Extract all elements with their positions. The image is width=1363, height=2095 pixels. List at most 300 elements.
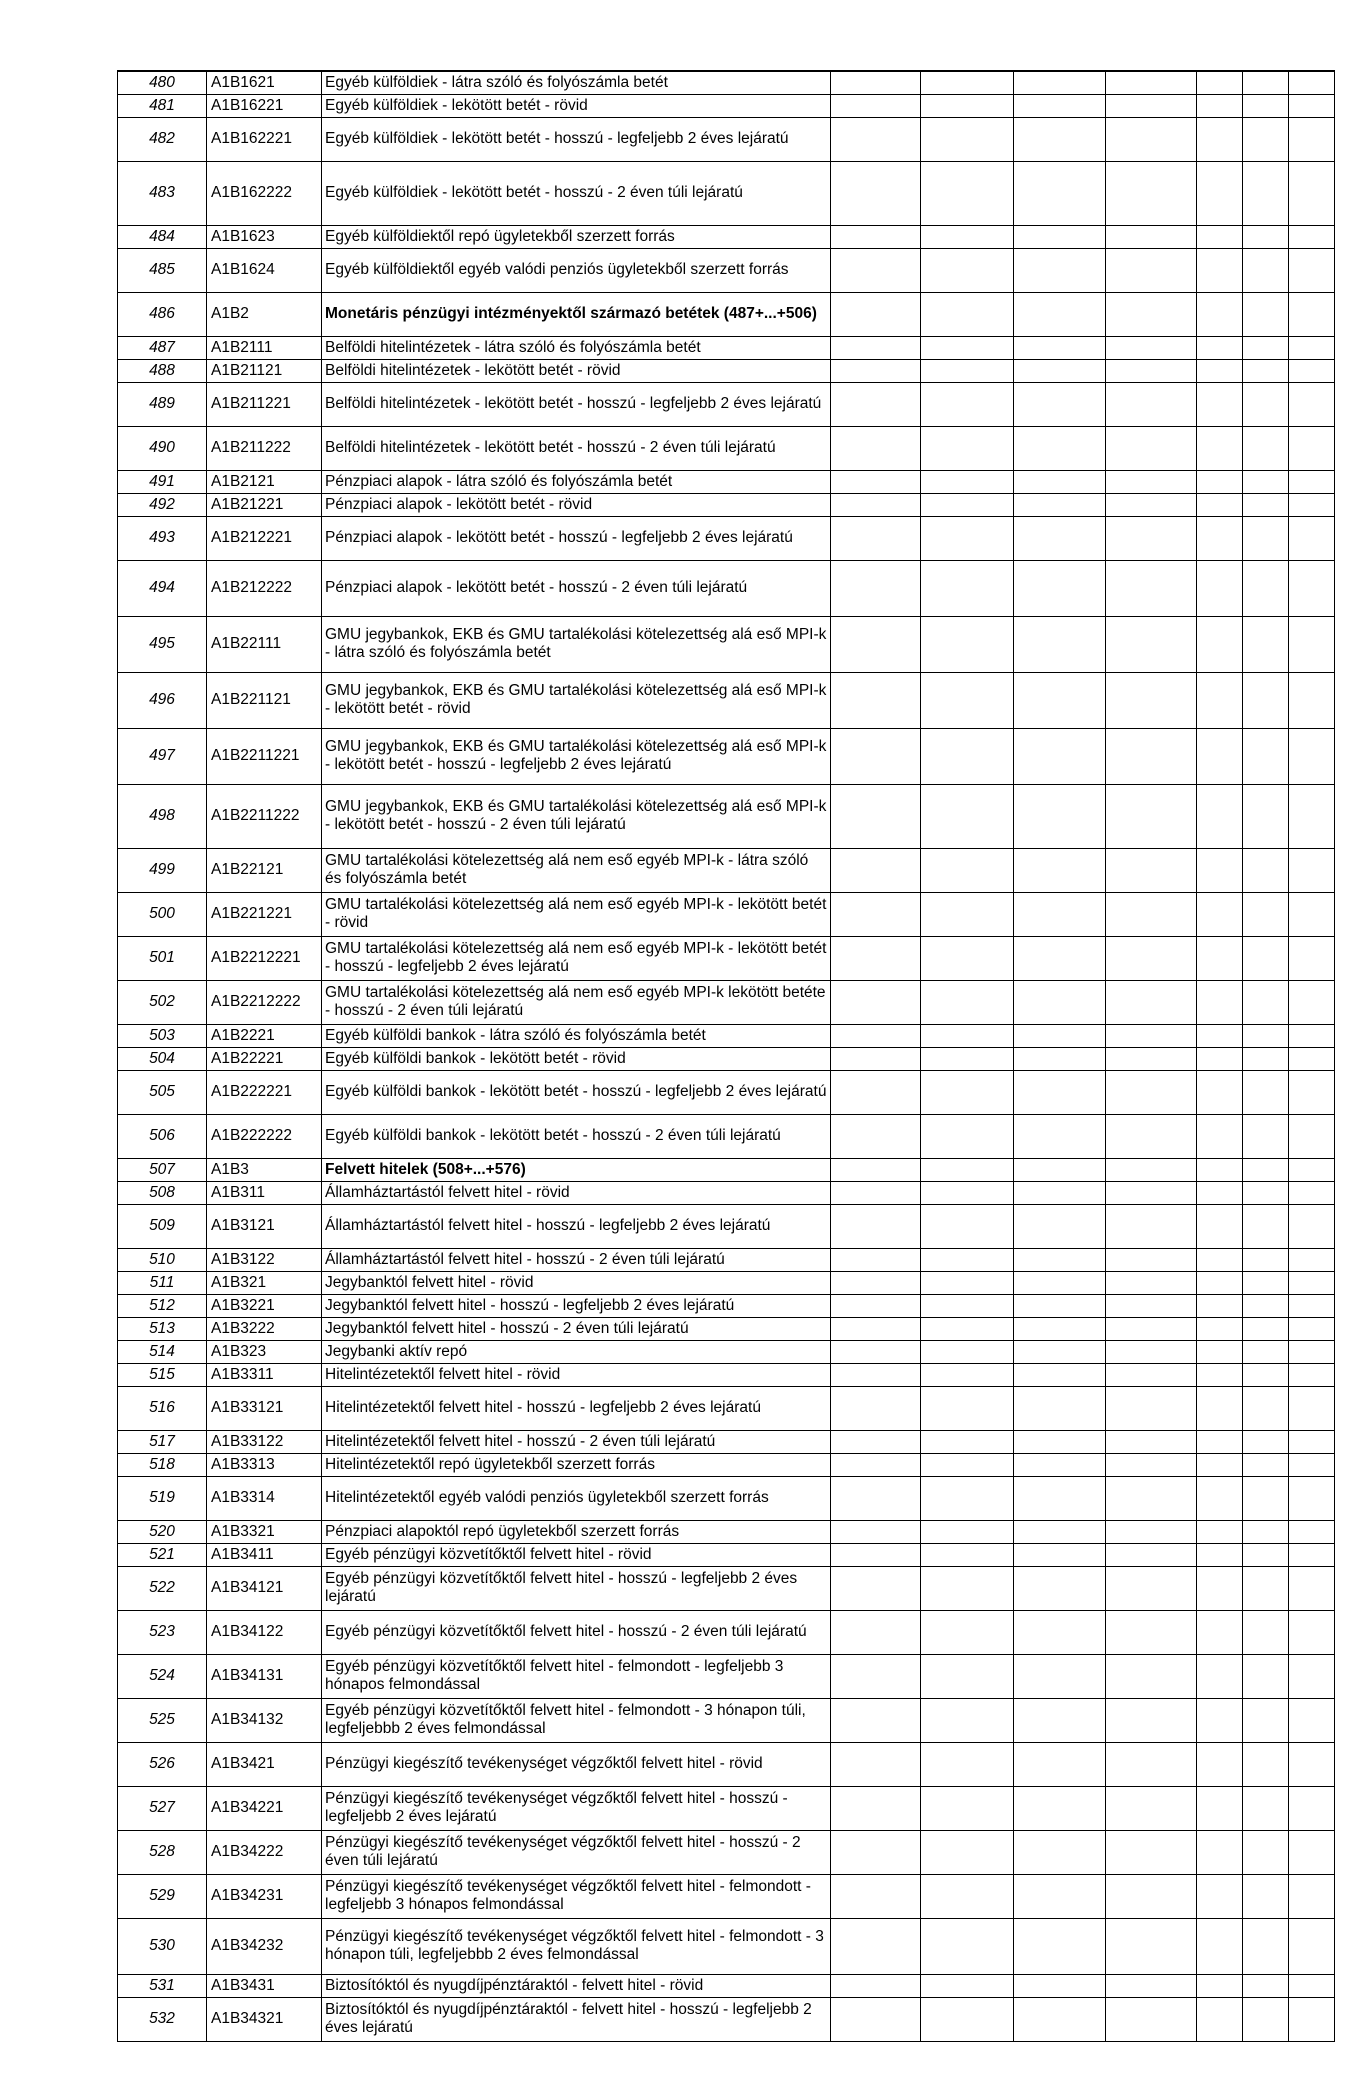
value-cell[interactable] xyxy=(1014,1181,1106,1204)
value-cell[interactable] xyxy=(921,1317,1014,1340)
value-cell[interactable] xyxy=(921,71,1014,94)
value-cell[interactable] xyxy=(1106,336,1197,359)
value-cell[interactable] xyxy=(1289,1997,1335,2041)
value-cell[interactable] xyxy=(1197,1974,1243,1997)
value-cell[interactable] xyxy=(1197,1248,1243,1271)
value-cell[interactable] xyxy=(1243,1070,1289,1114)
value-cell[interactable] xyxy=(831,1158,921,1181)
value-cell[interactable] xyxy=(831,292,921,336)
value-cell[interactable] xyxy=(1014,1047,1106,1070)
value-cell[interactable] xyxy=(1197,336,1243,359)
value-cell[interactable] xyxy=(1289,1874,1335,1918)
value-cell[interactable] xyxy=(1243,672,1289,728)
value-cell[interactable] xyxy=(921,848,1014,892)
value-cell[interactable] xyxy=(1243,1047,1289,1070)
value-cell[interactable] xyxy=(1289,1698,1335,1742)
value-cell[interactable] xyxy=(1289,1317,1335,1340)
value-cell[interactable] xyxy=(1014,117,1106,161)
value-cell[interactable] xyxy=(1243,1024,1289,1047)
value-cell[interactable] xyxy=(921,1204,1014,1248)
value-cell[interactable] xyxy=(1106,516,1197,560)
value-cell[interactable] xyxy=(1014,784,1106,848)
value-cell[interactable] xyxy=(1197,892,1243,936)
value-cell[interactable] xyxy=(1106,560,1197,616)
value-cell[interactable] xyxy=(1243,1874,1289,1918)
value-cell[interactable] xyxy=(1289,980,1335,1024)
value-cell[interactable] xyxy=(1106,1363,1197,1386)
value-cell[interactable] xyxy=(1289,493,1335,516)
value-cell[interactable] xyxy=(1197,1786,1243,1830)
value-cell[interactable] xyxy=(1014,1786,1106,1830)
value-cell[interactable] xyxy=(1014,94,1106,117)
value-cell[interactable] xyxy=(1014,1114,1106,1158)
value-cell[interactable] xyxy=(1197,382,1243,426)
value-cell[interactable] xyxy=(831,71,921,94)
value-cell[interactable] xyxy=(1014,616,1106,672)
value-cell[interactable] xyxy=(1289,1430,1335,1453)
value-cell[interactable] xyxy=(1014,516,1106,560)
value-cell[interactable] xyxy=(1014,980,1106,1024)
value-cell[interactable] xyxy=(1106,1742,1197,1786)
value-cell[interactable] xyxy=(1106,117,1197,161)
value-cell[interactable] xyxy=(1243,1698,1289,1742)
value-cell[interactable] xyxy=(831,672,921,728)
value-cell[interactable] xyxy=(831,1918,921,1974)
value-cell[interactable] xyxy=(1106,1317,1197,1340)
value-cell[interactable] xyxy=(1014,1340,1106,1363)
value-cell[interactable] xyxy=(921,560,1014,616)
value-cell[interactable] xyxy=(1289,1610,1335,1654)
value-cell[interactable] xyxy=(831,225,921,248)
value-cell[interactable] xyxy=(921,616,1014,672)
value-cell[interactable] xyxy=(1106,1654,1197,1698)
value-cell[interactable] xyxy=(921,1786,1014,1830)
value-cell[interactable] xyxy=(1106,1024,1197,1047)
value-cell[interactable] xyxy=(831,1386,921,1430)
value-cell[interactable] xyxy=(831,1520,921,1543)
value-cell[interactable] xyxy=(921,1742,1014,1786)
value-cell[interactable] xyxy=(1289,1248,1335,1271)
value-cell[interactable] xyxy=(1243,1974,1289,1997)
value-cell[interactable] xyxy=(1014,1698,1106,1742)
value-cell[interactable] xyxy=(1289,848,1335,892)
value-cell[interactable] xyxy=(1289,784,1335,848)
value-cell[interactable] xyxy=(1106,426,1197,470)
value-cell[interactable] xyxy=(921,1386,1014,1430)
value-cell[interactable] xyxy=(1014,1476,1106,1520)
value-cell[interactable] xyxy=(921,1248,1014,1271)
value-cell[interactable] xyxy=(1014,1566,1106,1610)
value-cell[interactable] xyxy=(1289,94,1335,117)
value-cell[interactable] xyxy=(921,382,1014,426)
value-cell[interactable] xyxy=(1243,892,1289,936)
value-cell[interactable] xyxy=(1289,382,1335,426)
value-cell[interactable] xyxy=(1243,1918,1289,1974)
value-cell[interactable] xyxy=(1014,1248,1106,1271)
value-cell[interactable] xyxy=(1106,1874,1197,1918)
value-cell[interactable] xyxy=(1289,336,1335,359)
value-cell[interactable] xyxy=(1106,1543,1197,1566)
value-cell[interactable] xyxy=(1106,1294,1197,1317)
value-cell[interactable] xyxy=(1197,1317,1243,1340)
value-cell[interactable] xyxy=(1197,1520,1243,1543)
value-cell[interactable] xyxy=(831,248,921,292)
value-cell[interactable] xyxy=(831,1874,921,1918)
value-cell[interactable] xyxy=(1197,1114,1243,1158)
value-cell[interactable] xyxy=(1014,1271,1106,1294)
value-cell[interactable] xyxy=(1106,493,1197,516)
value-cell[interactable] xyxy=(1106,1386,1197,1430)
value-cell[interactable] xyxy=(1289,1830,1335,1874)
value-cell[interactable] xyxy=(1106,1430,1197,1453)
value-cell[interactable] xyxy=(921,728,1014,784)
value-cell[interactable] xyxy=(1243,292,1289,336)
value-cell[interactable] xyxy=(1014,336,1106,359)
value-cell[interactable] xyxy=(1289,1070,1335,1114)
value-cell[interactable] xyxy=(831,1248,921,1271)
value-cell[interactable] xyxy=(1289,1476,1335,1520)
value-cell[interactable] xyxy=(1106,1204,1197,1248)
value-cell[interactable] xyxy=(1289,1974,1335,1997)
value-cell[interactable] xyxy=(1197,1476,1243,1520)
value-cell[interactable] xyxy=(1014,1363,1106,1386)
value-cell[interactable] xyxy=(921,1114,1014,1158)
value-cell[interactable] xyxy=(1106,1830,1197,1874)
value-cell[interactable] xyxy=(1106,1997,1197,2041)
value-cell[interactable] xyxy=(1243,1543,1289,1566)
value-cell[interactable] xyxy=(831,336,921,359)
value-cell[interactable] xyxy=(1243,560,1289,616)
value-cell[interactable] xyxy=(1014,1654,1106,1698)
value-cell[interactable] xyxy=(831,1654,921,1698)
value-cell[interactable] xyxy=(1014,1317,1106,1340)
value-cell[interactable] xyxy=(1243,426,1289,470)
value-cell[interactable] xyxy=(1106,1974,1197,1997)
value-cell[interactable] xyxy=(1106,784,1197,848)
value-cell[interactable] xyxy=(1197,1271,1243,1294)
value-cell[interactable] xyxy=(1289,1543,1335,1566)
value-cell[interactable] xyxy=(1243,1181,1289,1204)
value-cell[interactable] xyxy=(1289,117,1335,161)
value-cell[interactable] xyxy=(921,1476,1014,1520)
value-cell[interactable] xyxy=(831,1024,921,1047)
value-cell[interactable] xyxy=(1014,892,1106,936)
value-cell[interactable] xyxy=(1289,426,1335,470)
value-cell[interactable] xyxy=(1014,672,1106,728)
value-cell[interactable] xyxy=(1289,248,1335,292)
value-cell[interactable] xyxy=(1014,1453,1106,1476)
value-cell[interactable] xyxy=(1243,1294,1289,1317)
value-cell[interactable] xyxy=(1243,1476,1289,1520)
value-cell[interactable] xyxy=(921,1024,1014,1047)
value-cell[interactable] xyxy=(921,225,1014,248)
value-cell[interactable] xyxy=(1106,1047,1197,1070)
value-cell[interactable] xyxy=(1197,672,1243,728)
value-cell[interactable] xyxy=(1243,1742,1289,1786)
value-cell[interactable] xyxy=(1289,1158,1335,1181)
value-cell[interactable] xyxy=(1106,848,1197,892)
value-cell[interactable] xyxy=(1197,1430,1243,1453)
value-cell[interactable] xyxy=(831,493,921,516)
value-cell[interactable] xyxy=(831,980,921,1024)
value-cell[interactable] xyxy=(1243,336,1289,359)
value-cell[interactable] xyxy=(921,1698,1014,1742)
value-cell[interactable] xyxy=(1106,1520,1197,1543)
value-cell[interactable] xyxy=(1014,1024,1106,1047)
value-cell[interactable] xyxy=(921,980,1014,1024)
value-cell[interactable] xyxy=(1197,560,1243,616)
value-cell[interactable] xyxy=(1289,1918,1335,1974)
value-cell[interactable] xyxy=(921,1543,1014,1566)
value-cell[interactable] xyxy=(1243,728,1289,784)
value-cell[interactable] xyxy=(1106,1158,1197,1181)
value-cell[interactable] xyxy=(831,1974,921,1997)
value-cell[interactable] xyxy=(1014,1430,1106,1453)
value-cell[interactable] xyxy=(921,1430,1014,1453)
value-cell[interactable] xyxy=(1289,936,1335,980)
value-cell[interactable] xyxy=(921,1340,1014,1363)
value-cell[interactable] xyxy=(831,161,921,225)
value-cell[interactable] xyxy=(1243,1204,1289,1248)
value-cell[interactable] xyxy=(831,426,921,470)
value-cell[interactable] xyxy=(1106,1271,1197,1294)
value-cell[interactable] xyxy=(831,94,921,117)
value-cell[interactable] xyxy=(1243,359,1289,382)
value-cell[interactable] xyxy=(831,1786,921,1830)
value-cell[interactable] xyxy=(1106,1566,1197,1610)
value-cell[interactable] xyxy=(921,94,1014,117)
value-cell[interactable] xyxy=(921,516,1014,560)
value-cell[interactable] xyxy=(1197,71,1243,94)
value-cell[interactable] xyxy=(1106,470,1197,493)
value-cell[interactable] xyxy=(921,1070,1014,1114)
value-cell[interactable] xyxy=(831,616,921,672)
value-cell[interactable] xyxy=(921,426,1014,470)
value-cell[interactable] xyxy=(1106,1918,1197,1974)
value-cell[interactable] xyxy=(1197,1204,1243,1248)
value-cell[interactable] xyxy=(831,560,921,616)
value-cell[interactable] xyxy=(1289,1024,1335,1047)
value-cell[interactable] xyxy=(1014,359,1106,382)
value-cell[interactable] xyxy=(1014,493,1106,516)
value-cell[interactable] xyxy=(1197,1047,1243,1070)
value-cell[interactable] xyxy=(1197,936,1243,980)
value-cell[interactable] xyxy=(1106,1070,1197,1114)
value-cell[interactable] xyxy=(1014,1386,1106,1430)
value-cell[interactable] xyxy=(1289,1742,1335,1786)
value-cell[interactable] xyxy=(1289,225,1335,248)
value-cell[interactable] xyxy=(1243,1786,1289,1830)
value-cell[interactable] xyxy=(1243,1566,1289,1610)
value-cell[interactable] xyxy=(831,359,921,382)
value-cell[interactable] xyxy=(1197,616,1243,672)
value-cell[interactable] xyxy=(1243,117,1289,161)
value-cell[interactable] xyxy=(1197,1742,1243,1786)
value-cell[interactable] xyxy=(1243,1386,1289,1430)
value-cell[interactable] xyxy=(831,1181,921,1204)
value-cell[interactable] xyxy=(1014,560,1106,616)
value-cell[interactable] xyxy=(1197,1918,1243,1974)
value-cell[interactable] xyxy=(1289,1204,1335,1248)
value-cell[interactable] xyxy=(1197,470,1243,493)
value-cell[interactable] xyxy=(1197,493,1243,516)
value-cell[interactable] xyxy=(1014,1294,1106,1317)
value-cell[interactable] xyxy=(1243,1158,1289,1181)
value-cell[interactable] xyxy=(1289,1363,1335,1386)
value-cell[interactable] xyxy=(831,1610,921,1654)
value-cell[interactable] xyxy=(831,1430,921,1453)
value-cell[interactable] xyxy=(1289,161,1335,225)
value-cell[interactable] xyxy=(1197,1158,1243,1181)
value-cell[interactable] xyxy=(1289,1566,1335,1610)
value-cell[interactable] xyxy=(1197,161,1243,225)
value-cell[interactable] xyxy=(1243,161,1289,225)
value-cell[interactable] xyxy=(831,1830,921,1874)
value-cell[interactable] xyxy=(1243,225,1289,248)
value-cell[interactable] xyxy=(831,1070,921,1114)
value-cell[interactable] xyxy=(831,1204,921,1248)
value-cell[interactable] xyxy=(1197,728,1243,784)
value-cell[interactable] xyxy=(831,382,921,426)
value-cell[interactable] xyxy=(1014,1070,1106,1114)
value-cell[interactable] xyxy=(831,1317,921,1340)
value-cell[interactable] xyxy=(1197,1181,1243,1204)
value-cell[interactable] xyxy=(1289,616,1335,672)
value-cell[interactable] xyxy=(1243,94,1289,117)
value-cell[interactable] xyxy=(1014,1520,1106,1543)
value-cell[interactable] xyxy=(1106,292,1197,336)
value-cell[interactable] xyxy=(1243,493,1289,516)
value-cell[interactable] xyxy=(1106,71,1197,94)
value-cell[interactable] xyxy=(1243,1654,1289,1698)
value-cell[interactable] xyxy=(1289,560,1335,616)
value-cell[interactable] xyxy=(1106,225,1197,248)
value-cell[interactable] xyxy=(831,848,921,892)
value-cell[interactable] xyxy=(831,1476,921,1520)
value-cell[interactable] xyxy=(921,336,1014,359)
value-cell[interactable] xyxy=(1243,1317,1289,1340)
value-cell[interactable] xyxy=(1197,516,1243,560)
value-cell[interactable] xyxy=(1289,728,1335,784)
value-cell[interactable] xyxy=(1197,1363,1243,1386)
value-cell[interactable] xyxy=(1106,1786,1197,1830)
value-cell[interactable] xyxy=(1197,848,1243,892)
value-cell[interactable] xyxy=(1197,359,1243,382)
value-cell[interactable] xyxy=(1289,1786,1335,1830)
value-cell[interactable] xyxy=(921,936,1014,980)
value-cell[interactable] xyxy=(1106,1453,1197,1476)
value-cell[interactable] xyxy=(1243,1363,1289,1386)
value-cell[interactable] xyxy=(921,1363,1014,1386)
value-cell[interactable] xyxy=(1289,1047,1335,1070)
value-cell[interactable] xyxy=(921,493,1014,516)
value-cell[interactable] xyxy=(831,117,921,161)
value-cell[interactable] xyxy=(921,117,1014,161)
value-cell[interactable] xyxy=(831,1340,921,1363)
value-cell[interactable] xyxy=(831,1997,921,2041)
value-cell[interactable] xyxy=(1197,94,1243,117)
value-cell[interactable] xyxy=(1106,980,1197,1024)
value-cell[interactable] xyxy=(1106,672,1197,728)
value-cell[interactable] xyxy=(921,248,1014,292)
value-cell[interactable] xyxy=(921,1158,1014,1181)
value-cell[interactable] xyxy=(1289,1654,1335,1698)
value-cell[interactable] xyxy=(1014,1997,1106,2041)
value-cell[interactable] xyxy=(1014,248,1106,292)
value-cell[interactable] xyxy=(1014,225,1106,248)
value-cell[interactable] xyxy=(1243,1430,1289,1453)
value-cell[interactable] xyxy=(1014,1918,1106,1974)
value-cell[interactable] xyxy=(831,1566,921,1610)
value-cell[interactable] xyxy=(921,1654,1014,1698)
value-cell[interactable] xyxy=(1243,616,1289,672)
value-cell[interactable] xyxy=(1197,1294,1243,1317)
value-cell[interactable] xyxy=(831,892,921,936)
value-cell[interactable] xyxy=(1014,1874,1106,1918)
value-cell[interactable] xyxy=(831,470,921,493)
value-cell[interactable] xyxy=(1243,382,1289,426)
value-cell[interactable] xyxy=(1197,225,1243,248)
value-cell[interactable] xyxy=(1014,1974,1106,1997)
value-cell[interactable] xyxy=(921,1271,1014,1294)
value-cell[interactable] xyxy=(1106,161,1197,225)
value-cell[interactable] xyxy=(1014,161,1106,225)
value-cell[interactable] xyxy=(921,1997,1014,2041)
value-cell[interactable] xyxy=(831,1294,921,1317)
value-cell[interactable] xyxy=(1014,1830,1106,1874)
value-cell[interactable] xyxy=(1243,1248,1289,1271)
value-cell[interactable] xyxy=(831,1271,921,1294)
value-cell[interactable] xyxy=(1289,292,1335,336)
value-cell[interactable] xyxy=(1106,728,1197,784)
value-cell[interactable] xyxy=(921,1830,1014,1874)
value-cell[interactable] xyxy=(831,1543,921,1566)
value-cell[interactable] xyxy=(1289,892,1335,936)
value-cell[interactable] xyxy=(1243,1830,1289,1874)
value-cell[interactable] xyxy=(831,516,921,560)
value-cell[interactable] xyxy=(921,1610,1014,1654)
value-cell[interactable] xyxy=(1197,117,1243,161)
value-cell[interactable] xyxy=(1243,1453,1289,1476)
value-cell[interactable] xyxy=(1106,616,1197,672)
value-cell[interactable] xyxy=(1106,1248,1197,1271)
value-cell[interactable] xyxy=(1106,892,1197,936)
value-cell[interactable] xyxy=(921,1047,1014,1070)
value-cell[interactable] xyxy=(831,936,921,980)
value-cell[interactable] xyxy=(1197,1830,1243,1874)
value-cell[interactable] xyxy=(1106,1340,1197,1363)
value-cell[interactable] xyxy=(1197,426,1243,470)
value-cell[interactable] xyxy=(1243,71,1289,94)
value-cell[interactable] xyxy=(1197,1453,1243,1476)
value-cell[interactable] xyxy=(1014,382,1106,426)
value-cell[interactable] xyxy=(1243,516,1289,560)
value-cell[interactable] xyxy=(1243,1610,1289,1654)
value-cell[interactable] xyxy=(1243,1997,1289,2041)
value-cell[interactable] xyxy=(921,1974,1014,1997)
value-cell[interactable] xyxy=(1243,980,1289,1024)
value-cell[interactable] xyxy=(1014,470,1106,493)
value-cell[interactable] xyxy=(1197,1566,1243,1610)
value-cell[interactable] xyxy=(1289,1520,1335,1543)
value-cell[interactable] xyxy=(1289,1386,1335,1430)
value-cell[interactable] xyxy=(1197,1610,1243,1654)
value-cell[interactable] xyxy=(921,1181,1014,1204)
value-cell[interactable] xyxy=(921,161,1014,225)
value-cell[interactable] xyxy=(831,1047,921,1070)
value-cell[interactable] xyxy=(1197,1024,1243,1047)
value-cell[interactable] xyxy=(921,784,1014,848)
